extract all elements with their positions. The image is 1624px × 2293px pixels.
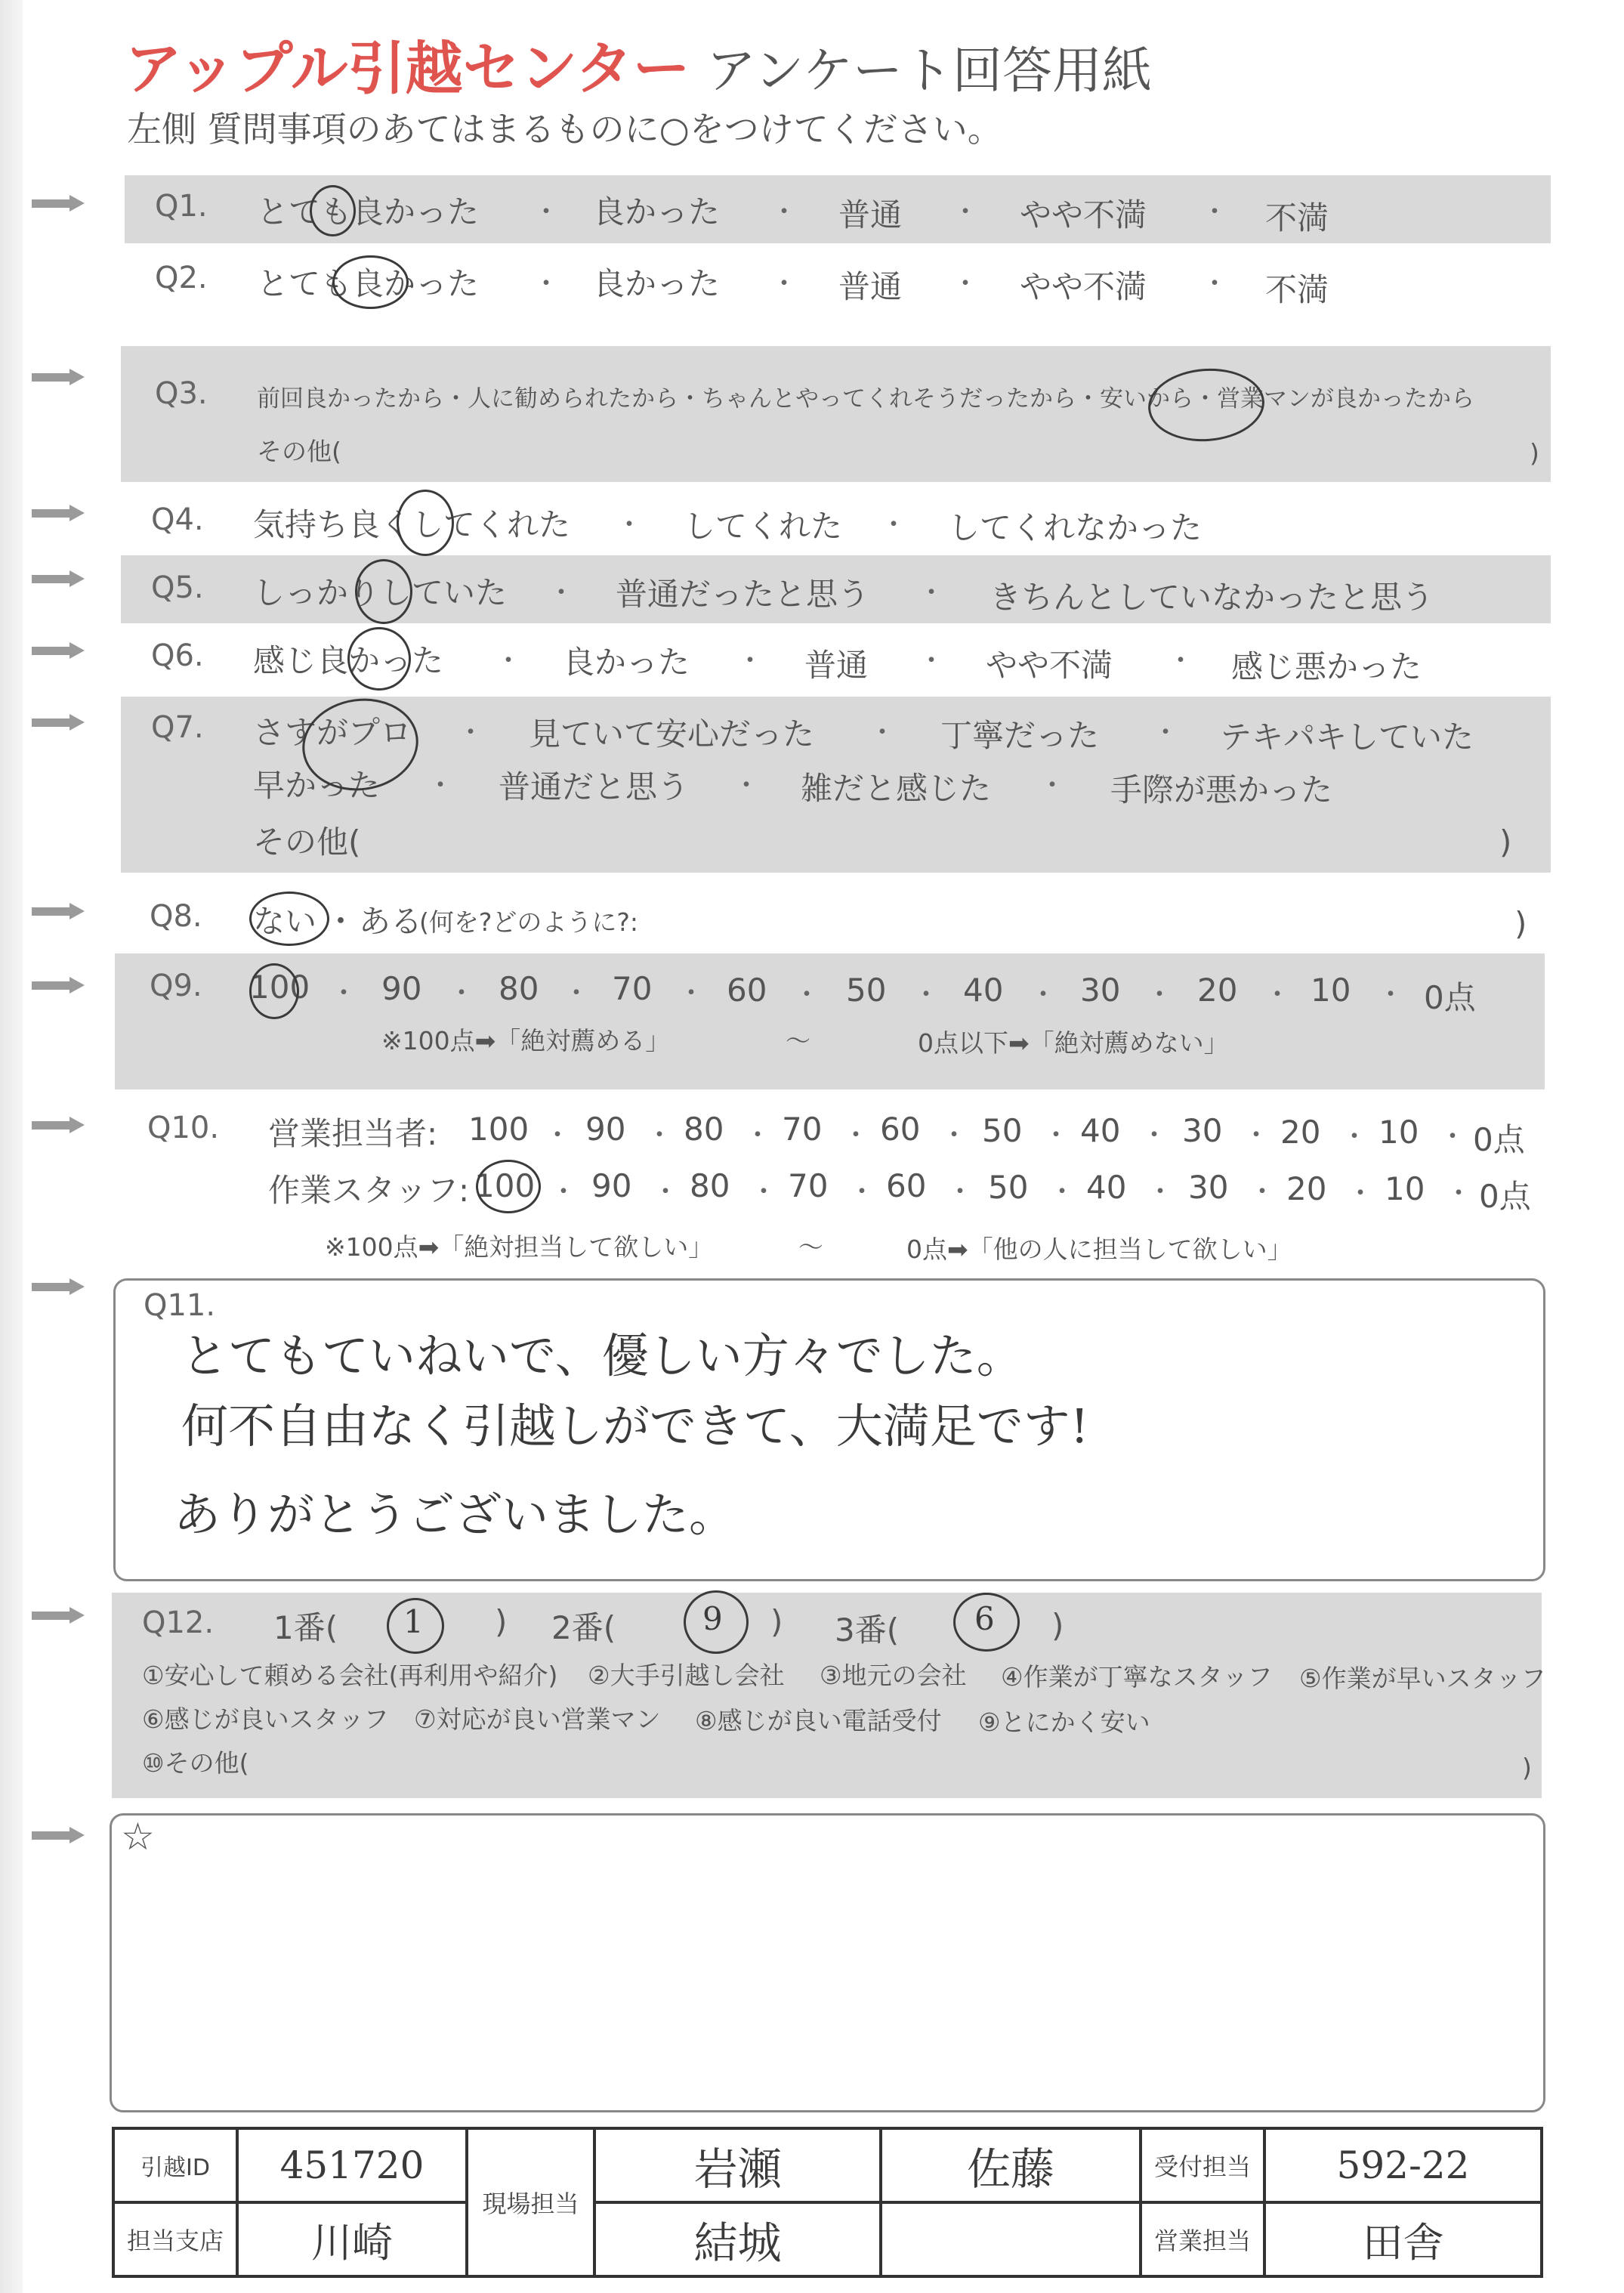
- separator-dot: ・: [550, 1176, 578, 1207]
- q7-label: Q7.: [151, 710, 204, 745]
- q10-sales-score-60[interactable]: 60: [880, 1111, 921, 1148]
- q7-option-pro[interactable]: さすがプロ: [253, 714, 412, 751]
- site-staff-3-cell: [594, 2202, 881, 2276]
- q5-option-normal[interactable]: 普通だったと思う: [616, 576, 870, 613]
- q9-score-20[interactable]: 20: [1197, 972, 1238, 1009]
- q10-sales-score-10[interactable]: 10: [1379, 1114, 1419, 1151]
- separator-dot: ・: [842, 1120, 870, 1151]
- q10-staff-score-10[interactable]: 10: [1385, 1170, 1425, 1207]
- q10-sales-score-90[interactable]: 90: [585, 1111, 626, 1148]
- star-icon: ☆: [121, 1815, 155, 1859]
- q7-option-fast[interactable]: 早かった: [253, 767, 381, 804]
- q10-staff-score-30[interactable]: 30: [1188, 1169, 1229, 1206]
- separator-dot: ・: [1347, 1178, 1375, 1209]
- separator-dot: ・: [646, 1120, 674, 1151]
- q11-comment-line-1: とてもていねいで、優しい方々でした。: [181, 1328, 1023, 1383]
- q4-label: Q4.: [151, 502, 204, 537]
- free-comment-box[interactable]: [110, 1813, 1545, 2112]
- arrow-icon: [32, 505, 86, 521]
- q12-choice-4: ④作業が丁寧なスタッフ: [1001, 1662, 1273, 1692]
- q3-label: Q3.: [155, 376, 208, 411]
- q10-staff-score-90[interactable]: 90: [591, 1167, 632, 1204]
- q12-rank2-value: 9: [702, 1600, 723, 1637]
- q9-score-row: [249, 969, 1476, 1016]
- q10-sales-score-row: [468, 1111, 1548, 1156]
- q2-option-good[interactable]: 良かった: [593, 265, 721, 302]
- q2-answer-circle: [332, 255, 409, 309]
- separator-dot: ・: [770, 196, 798, 227]
- branch-value: 川崎: [311, 2218, 393, 2267]
- separator-dot: ・: [736, 645, 764, 676]
- q9-score-30[interactable]: 30: [1080, 972, 1121, 1009]
- separator-dot: ・: [1048, 1176, 1076, 1207]
- q6-option-slightly-bad[interactable]: やや不満: [986, 647, 1113, 684]
- q2-option-bad[interactable]: 不満: [1265, 271, 1329, 308]
- q8-label: Q8.: [150, 899, 202, 934]
- q11-comment-line-3: ありがとうございました。: [174, 1487, 736, 1542]
- q9-label: Q9.: [150, 969, 202, 1003]
- separator-dot: ・: [869, 717, 897, 748]
- q8-separator: ・: [325, 903, 357, 940]
- q6-label: Q6.: [151, 638, 204, 673]
- q1-option-bad[interactable]: 不満: [1265, 199, 1329, 236]
- separator-dot: ・: [1146, 979, 1174, 1010]
- arrow-icon: [32, 1607, 86, 1624]
- q12-rank2-label: 2番(: [551, 1609, 616, 1646]
- q1-option-good[interactable]: 良かった: [593, 193, 721, 230]
- document-title: アンケート回答用紙: [706, 42, 1153, 100]
- separator-dot: ・: [918, 645, 946, 676]
- site-staff-1: 岩瀬: [693, 2143, 782, 2195]
- arrow-icon: [32, 977, 86, 994]
- q1-option-slightly-bad[interactable]: やや不満: [1020, 196, 1147, 233]
- q10-staff-label: 作業スタッフ:: [268, 1172, 470, 1209]
- site-staff-1-cell: [594, 2128, 881, 2202]
- q10-sales-score-40[interactable]: 40: [1080, 1112, 1121, 1149]
- arrow-icon: [32, 903, 86, 919]
- q5-answer-circle: [355, 559, 412, 624]
- separator-dot: ・: [1039, 770, 1067, 801]
- sales-label: 営業担当: [1141, 2202, 1264, 2276]
- separator-dot: ・: [952, 268, 980, 299]
- q7-option-reassuring[interactable]: 見ていて安心だった: [529, 715, 815, 752]
- q8-option-some[interactable]: ある: [359, 903, 423, 940]
- q12-rank2-close: ): [770, 1603, 783, 1640]
- q7-option-brisk[interactable]: テキパキしていた: [1220, 718, 1474, 756]
- separator-dot: ・: [678, 978, 705, 1009]
- q3-other-close: ): [1530, 438, 1539, 468]
- separator-dot: ・: [544, 1120, 572, 1151]
- separator-dot: ・: [880, 509, 908, 540]
- q9-score-10[interactable]: 10: [1311, 972, 1351, 1009]
- q3-options-line: 前回良かったから・人に勧められたから・ちゃんとやってくれそうだったから・安いから・営業マンが良かったから: [257, 385, 1474, 413]
- separator-dot: ・: [495, 645, 523, 676]
- q5-option-solid[interactable]: しっかりしていた: [253, 574, 508, 611]
- q12-choice-7: ⑦対応が良い営業マン: [414, 1704, 661, 1734]
- q4-option-did-not[interactable]: してくれなかった: [948, 509, 1203, 546]
- q1-option-normal[interactable]: 普通: [838, 196, 903, 233]
- q10-staff-answer-circle: [476, 1160, 541, 1213]
- sales-value: 田舎: [1362, 2218, 1444, 2267]
- separator-dot: ・: [1377, 979, 1405, 1010]
- q8-detail-close: ): [1514, 905, 1527, 942]
- separator-dot: ・: [616, 509, 644, 540]
- separator-dot: ・: [1141, 1120, 1169, 1151]
- q7-option-sloppy[interactable]: 雑だと感じた: [801, 770, 992, 807]
- brand-title: アップル引越センター: [125, 35, 690, 102]
- q10-sales-score-70[interactable]: 70: [782, 1111, 823, 1148]
- separator-dot: ・: [1249, 1176, 1277, 1207]
- separator-dot: ・: [793, 979, 821, 1010]
- separator-dot: ・: [533, 196, 560, 227]
- q1-option-very-good[interactable]: とても良かった: [257, 193, 480, 230]
- q10-label: Q10.: [147, 1111, 220, 1145]
- q1-label: Q1.: [155, 189, 208, 224]
- separator-dot: ・: [533, 268, 560, 299]
- q10-note-left: ※100点➡「絶対担当して欲しい」: [325, 1232, 714, 1262]
- separator-dot: ・: [548, 577, 576, 608]
- q12-choice-10: ⑩その他(: [142, 1748, 249, 1778]
- move-id-label: 引越ID: [113, 2128, 237, 2202]
- q10-note-tilde: 〜: [798, 1232, 823, 1262]
- q10-staff-score-100[interactable]: 100: [474, 1167, 536, 1204]
- sales-value-cell: [1264, 2202, 1542, 2276]
- arrow-icon: [32, 1117, 86, 1133]
- q9-note-right: 0点以下➡「絶対薦めない」: [918, 1028, 1229, 1058]
- q12-choice-1: ①安心して頼める会社(再利用や紹介): [142, 1661, 558, 1690]
- separator-dot: ・: [1201, 196, 1229, 227]
- separator-dot: ・: [427, 770, 455, 801]
- q6-option-bad[interactable]: 感じ悪かった: [1231, 648, 1422, 685]
- arrow-icon: [32, 1827, 86, 1843]
- separator-dot: ・: [1152, 717, 1180, 748]
- binder-margin: [0, 0, 23, 2293]
- q9-score-90[interactable]: 90: [381, 970, 422, 1007]
- q10-staff-score-80[interactable]: 80: [690, 1167, 730, 1204]
- site-staff-2-cell: [881, 2128, 1141, 2202]
- q12-rank3-close: ): [1051, 1607, 1064, 1644]
- q6-option-normal[interactable]: 普通: [804, 647, 869, 684]
- instruction-text: 左側 質問事項のあてはまるものに○をつけてください。: [127, 109, 1002, 150]
- q5-option-not-proper[interactable]: きちんとしていなかったと思う: [990, 579, 1434, 616]
- q12-label: Q12.: [142, 1605, 215, 1640]
- branch-value-cell: [237, 2202, 467, 2276]
- q11-label: Q11.: [144, 1288, 216, 1323]
- q11-comment-line-2: 何不自由なく引越しができて、大満足です!: [181, 1398, 1089, 1454]
- separator-dot: ・: [1147, 1176, 1175, 1207]
- q4-answer-circle: [397, 490, 454, 556]
- q1-answer-circle: [310, 185, 356, 236]
- separator-dot: ・: [1167, 645, 1195, 676]
- arrow-icon: [32, 1278, 86, 1295]
- site-staff-3: 結城: [693, 2217, 782, 2269]
- arrow-icon: [32, 369, 86, 385]
- separator-dot: ・: [946, 1176, 974, 1207]
- q10-sales-score-30[interactable]: 30: [1182, 1112, 1223, 1149]
- q10-sales-score-80[interactable]: 80: [684, 1111, 724, 1148]
- q9-answer-circle: [249, 963, 299, 1019]
- move-id-handwriting: 451720: [279, 2143, 425, 2187]
- separator-dot: ・: [952, 196, 980, 227]
- q2-label: Q2.: [155, 261, 208, 295]
- q7-option-clumsy[interactable]: 手際が悪かった: [1110, 771, 1333, 808]
- reception-label: 受付担当: [1141, 2128, 1264, 2202]
- q6-option-nice[interactable]: 感じ良かった: [253, 642, 444, 679]
- separator-dot: ・: [1445, 1178, 1473, 1209]
- separator-dot: ・: [848, 1176, 876, 1207]
- arrow-icon: [32, 714, 86, 731]
- q10-staff-score-0[interactable]: 0点: [1479, 1178, 1531, 1215]
- q8-option-none[interactable]: ない: [253, 903, 317, 940]
- separator-dot: ・: [1030, 979, 1057, 1010]
- q12-choice-8: ⑧感じが良い電話受付: [695, 1706, 942, 1735]
- separator-dot: ・: [733, 770, 761, 801]
- q10-staff-score-50[interactable]: 50: [988, 1169, 1029, 1206]
- q12-choice-6: ⑥感じが良いスタッフ: [142, 1704, 389, 1734]
- q10-sales-score-0[interactable]: 0点: [1473, 1121, 1525, 1158]
- empty-cell: [881, 2202, 1141, 2276]
- q9-score-70[interactable]: 70: [612, 970, 653, 1007]
- q12-rank3-label: 3番(: [835, 1612, 900, 1649]
- q10-sales-label: 営業担当者:: [268, 1115, 438, 1152]
- q9-score-50[interactable]: 50: [846, 972, 887, 1009]
- separator-dot: ・: [918, 577, 946, 608]
- q9-score-100[interactable]: 100: [249, 969, 310, 1006]
- separator-dot: ・: [940, 1120, 968, 1151]
- reception-value-cell: [1264, 2128, 1542, 2202]
- q12-rank1-label: 1番(: [273, 1609, 338, 1646]
- q7-other-label: その他(: [253, 824, 361, 861]
- q12-choice-3: ③地元の会社: [820, 1661, 967, 1690]
- q7-other-close: ): [1499, 824, 1512, 861]
- separator-dot: ・: [1243, 1120, 1270, 1151]
- site-staff-2: 佐藤: [966, 2143, 1054, 2195]
- q9-score-80[interactable]: 80: [499, 970, 539, 1007]
- separator-dot: ・: [1201, 268, 1229, 299]
- arrow-icon: [32, 570, 86, 587]
- q10-sales-score-20[interactable]: 20: [1280, 1114, 1321, 1151]
- separator-dot: ・: [448, 978, 476, 1009]
- arrow-icon: [32, 642, 86, 659]
- q12-rank1-value: 1: [403, 1603, 424, 1640]
- separator-dot: ・: [457, 717, 485, 748]
- q12-choice-5: ⑤作業が早いスタッフ: [1299, 1664, 1546, 1693]
- separator-dot: ・: [1264, 979, 1292, 1010]
- reception-value: 592-22: [1336, 2143, 1470, 2187]
- q9-score-60[interactable]: 60: [727, 972, 767, 1009]
- q10-staff-score-40[interactable]: 40: [1086, 1169, 1127, 1206]
- q10-note-right: 0点➡「他の人に担当して欲しい」: [906, 1235, 1292, 1264]
- q9-score-40[interactable]: 40: [963, 972, 1004, 1009]
- office-use-table: [112, 2127, 1543, 2278]
- q12-other-close: ): [1522, 1753, 1532, 1782]
- separator-dot: ・: [770, 268, 798, 299]
- q2-option-normal[interactable]: 普通: [838, 268, 903, 305]
- q8-answer-circle: [249, 892, 329, 946]
- q4-option-did[interactable]: してくれた: [684, 508, 843, 545]
- q7-option-polite[interactable]: 丁寧だった: [940, 717, 1100, 754]
- q12-choice-9: ⑨とにかく安い: [978, 1707, 1150, 1737]
- q7-option-normal[interactable]: 普通だと思う: [499, 768, 690, 805]
- q12-rank1-close: ): [495, 1603, 508, 1640]
- q10-staff-score-20[interactable]: 20: [1286, 1170, 1327, 1207]
- q5-label: Q5.: [151, 570, 204, 605]
- separator-dot: ・: [330, 978, 358, 1009]
- q6-option-good[interactable]: 良かった: [563, 644, 690, 681]
- q12-choice-2: ②大手引越し会社: [588, 1661, 785, 1690]
- separator-dot: ・: [563, 978, 591, 1009]
- q10-sales-score-100[interactable]: 100: [468, 1111, 529, 1148]
- q9-note-tilde: 〜: [786, 1026, 810, 1055]
- q10-staff-score-row: [474, 1167, 1547, 1213]
- site-staff-label: 現場担当: [467, 2128, 594, 2276]
- q8-detail-label: (何を?どのように?:: [419, 907, 639, 937]
- separator-dot: ・: [1042, 1120, 1070, 1151]
- q9-score-0[interactable]: 0点: [1424, 979, 1476, 1016]
- q9-note-left: ※100点➡「絶対薦める」: [381, 1026, 671, 1055]
- q2-option-very-good[interactable]: とても良かった: [257, 265, 480, 302]
- q10-staff-score-70[interactable]: 70: [788, 1167, 829, 1204]
- branch-label: 担当支店: [113, 2202, 237, 2276]
- arrow-icon: [32, 195, 86, 212]
- separator-dot: ・: [652, 1176, 680, 1207]
- q12-rank3-value: 6: [974, 1600, 995, 1637]
- separator-dot: ・: [750, 1176, 778, 1207]
- separator-dot: ・: [1341, 1121, 1369, 1152]
- q6-answer-circle: [347, 627, 411, 691]
- separator-dot: ・: [912, 979, 940, 1010]
- move-id-value: [237, 2128, 467, 2202]
- q4-option-pleasant[interactable]: 気持ち良くしてくれた: [253, 506, 571, 543]
- q10-sales-score-50[interactable]: 50: [982, 1112, 1023, 1149]
- q2-option-slightly-bad[interactable]: やや不満: [1020, 268, 1147, 305]
- q10-staff-score-60[interactable]: 60: [886, 1167, 927, 1204]
- separator-dot: ・: [1439, 1121, 1467, 1152]
- q3-other-label: その他(: [257, 437, 341, 466]
- separator-dot: ・: [744, 1120, 772, 1151]
